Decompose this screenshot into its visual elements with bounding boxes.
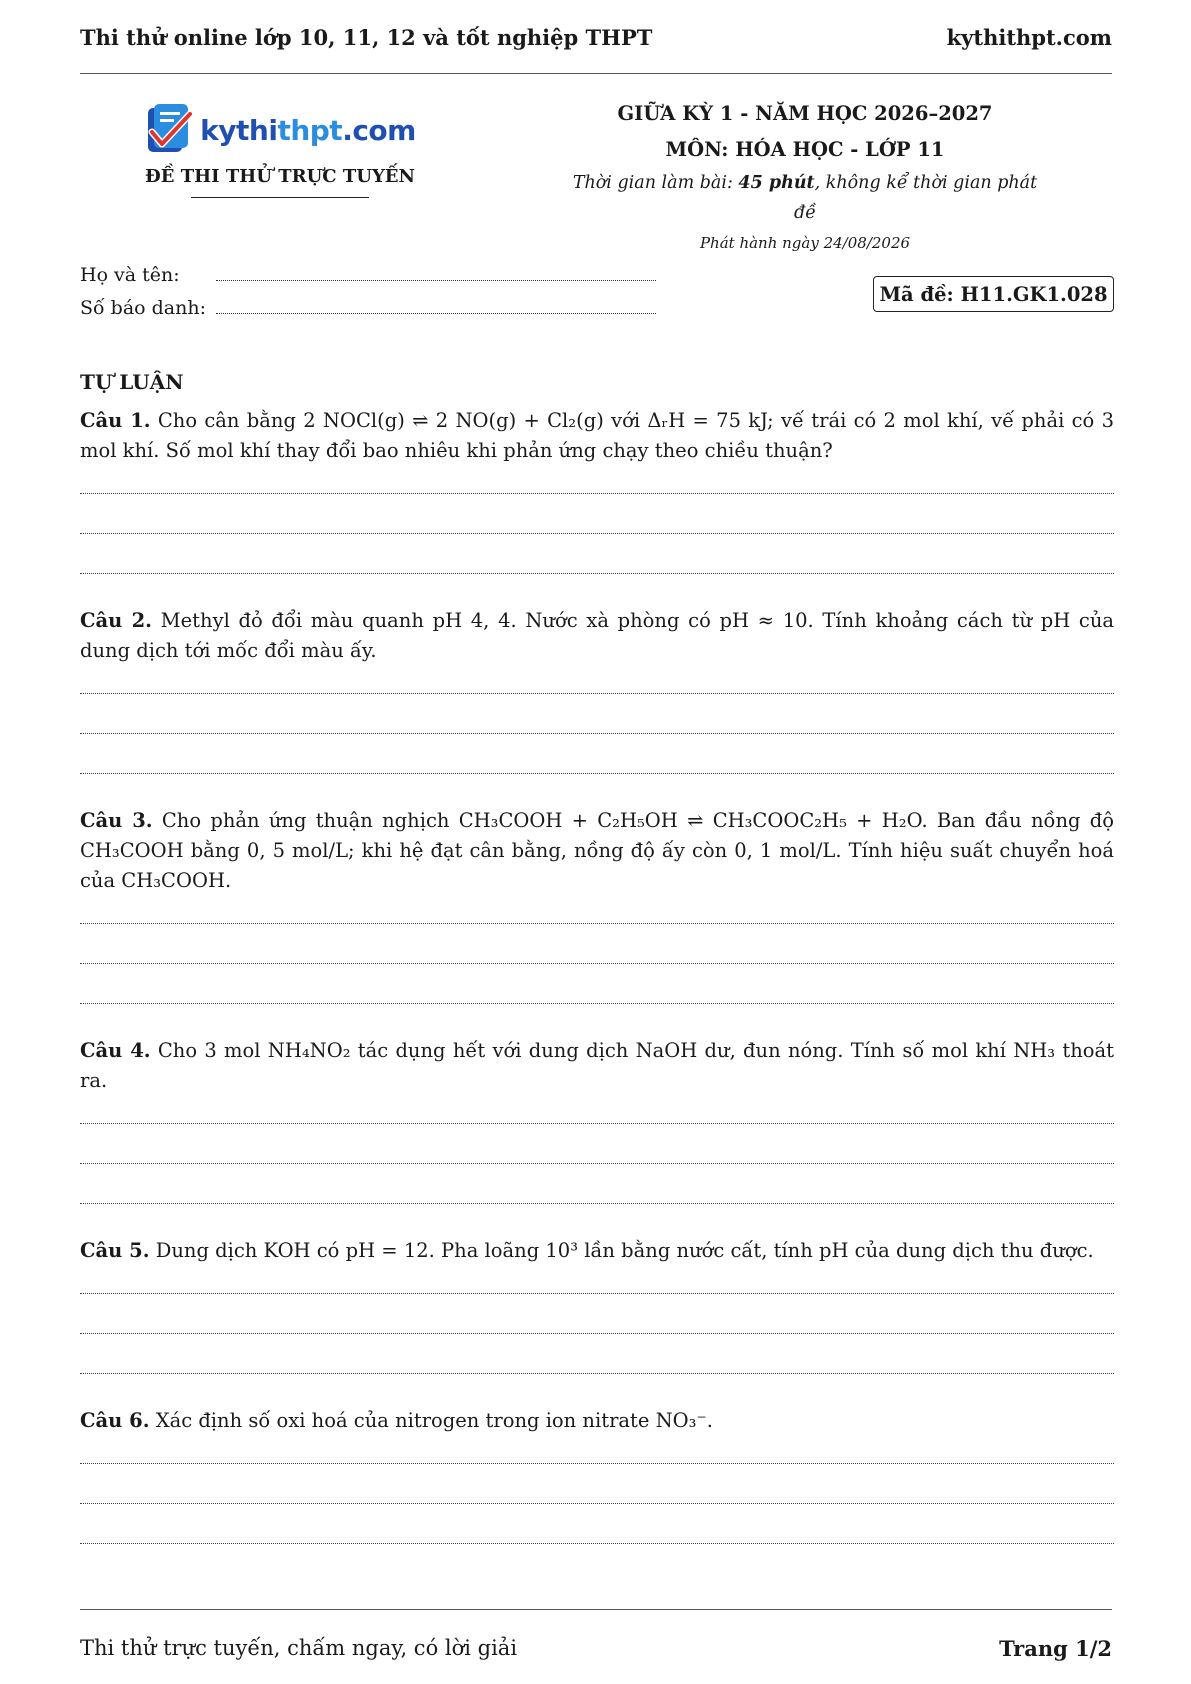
logo-wordmark-part3: .com — [342, 113, 416, 147]
student-info — [80, 264, 656, 330]
logo-wordmark-part2: thpt — [277, 113, 343, 147]
exam-subject: MÔN: HÓA HỌC - LỚP 11 — [665, 138, 945, 161]
question-text: Xác định số oxi hoá của nitrogen trong ion nitrate NO₃⁻. — [155, 1409, 713, 1432]
question-list — [80, 406, 1114, 1544]
exam-title: GIỮA KỲ 1 - NĂM HỌC 2026–2027 — [617, 102, 993, 125]
question-text: Cho cân bằng 2 NOCl(g) ⇌ 2 NO(g) + Cl₂(g) với ΔᵣH = 75 kJ; vế trái có 2 mol khí, vế phải có 3 mol khí. Số mol khí thay đổi bao nhiêu khi phản ứng chạy theo chiều thuận? — [80, 409, 1114, 462]
name-label: Họ và tên: — [80, 264, 180, 286]
page-footer — [80, 1636, 1112, 1661]
header-rule — [80, 73, 1112, 74]
question-label: Câu 3. — [80, 809, 153, 832]
subtitle-rule — [191, 197, 369, 198]
exam-code-box: Mã đề: H11.GK1.028 — [873, 276, 1114, 312]
question-text: Cho 3 mol NH₄NO₂ tác dụng hết với dung dịch NaOH dư, đun nóng. Tính số mol khí NH₃ thoát ra. — [80, 1039, 1114, 1092]
exam-info — [560, 96, 1050, 258]
answer-line[interactable] — [80, 494, 1114, 534]
page-header — [80, 22, 1112, 52]
answer-line[interactable] — [80, 924, 1114, 964]
question-6 — [80, 1406, 1114, 1544]
question-4 — [80, 1036, 1114, 1236]
id-label: Số báo danh: — [80, 297, 207, 319]
question-3 — [80, 806, 1114, 1036]
question-text: Dung dịch KOH có pH = 12. Pha loãng 10³ lần bằng nước cất, tính pH của dung dịch thu được. — [155, 1239, 1094, 1262]
question-label: Câu 5. — [80, 1239, 150, 1262]
header-site-link[interactable]: kythithpt.com — [946, 24, 1112, 50]
answer-line[interactable] — [80, 734, 1114, 774]
answer-line[interactable] — [80, 1334, 1114, 1374]
duration-prefix: Thời gian làm bài: — [572, 173, 739, 193]
release-date: Phát hành ngày 24/08/2026 — [699, 234, 911, 252]
question-label: Câu 2. — [80, 609, 152, 632]
answer-line[interactable] — [80, 1164, 1114, 1204]
answer-line[interactable] — [80, 694, 1114, 734]
answer-line[interactable] — [80, 534, 1114, 574]
answer-line[interactable] — [80, 896, 1114, 924]
page-number: Trang 1/2 — [999, 1636, 1112, 1661]
exam-duration — [560, 168, 1050, 228]
answer-line[interactable] — [80, 1436, 1114, 1464]
id-field[interactable] — [216, 299, 656, 314]
question-label: Câu 4. — [80, 1039, 151, 1062]
site-logo[interactable] — [140, 100, 420, 160]
answer-line[interactable] — [80, 1504, 1114, 1544]
answer-line[interactable] — [80, 964, 1114, 1004]
section-title: TỰ LUẬN — [80, 370, 184, 394]
footer-rule — [80, 1609, 1112, 1610]
question-text: Cho phản ứng thuận nghịch CH₃COOH + C₂H₅OH ⇌ CH₃COOC₂H₅ + H₂O. Ban đầu nồng độ CH₃COOH bằng 0, 5 mol/L; khi hệ đạt cân bằng, nồng độ ấy còn 0, 1 mol/L. Tính hiệu suất chuyển hoá của CH₃COOH. — [80, 809, 1114, 892]
answer-line[interactable] — [80, 1294, 1114, 1334]
question-label: Câu 1. — [80, 409, 151, 432]
name-field[interactable] — [216, 266, 656, 281]
question-text: Methyl đỏ đổi màu quanh pH 4, 4. Nước xà phòng có pH ≈ 10. Tính khoảng cách từ pH của dung dịch tới mốc đổi màu ấy. — [80, 609, 1115, 662]
answer-line[interactable] — [80, 666, 1114, 694]
answer-line[interactable] — [80, 1124, 1114, 1164]
answer-line[interactable] — [80, 1464, 1114, 1504]
question-5 — [80, 1236, 1114, 1406]
name-row — [80, 264, 656, 297]
question-2 — [80, 606, 1114, 806]
logo-block — [140, 100, 420, 198]
header-left-text: Thi thử online lớp 10, 11, 12 và tốt nghiệp THPT — [80, 24, 653, 50]
id-row — [80, 297, 656, 330]
logo-wordmark — [200, 114, 416, 147]
logo-subtitle: ĐỀ THI THỬ TRỰC TUYẾN — [145, 166, 415, 187]
answer-line[interactable] — [80, 466, 1114, 494]
duration-suffix: , không kể thời gian phát đề — [794, 173, 1038, 223]
answer-line[interactable] — [80, 1096, 1114, 1124]
footer-left-text: Thi thử trực tuyến, chấm ngay, có lời giải — [80, 1636, 518, 1660]
answer-line[interactable] — [80, 1266, 1114, 1294]
duration-value: 45 phút — [738, 173, 815, 193]
logo-wordmark-part1: kythi — [200, 113, 278, 147]
question-label: Câu 6. — [80, 1409, 150, 1432]
check-document-icon — [144, 102, 196, 158]
question-1 — [80, 406, 1114, 606]
